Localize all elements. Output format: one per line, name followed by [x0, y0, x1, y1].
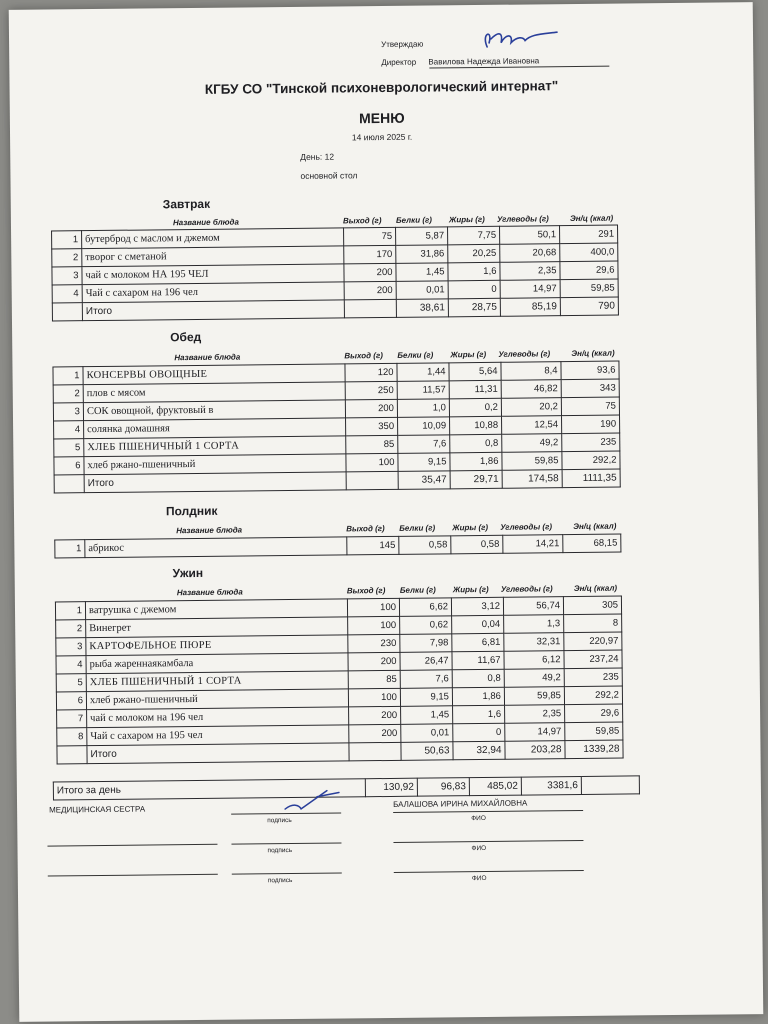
total-label: Итого: [82, 300, 344, 321]
cell-weight: 145: [347, 536, 399, 555]
organization-title: КГБУ СО "Тинской психоневрологический интернат": [204, 78, 559, 97]
cell-name: Чай с сахаром на 195 чел: [87, 725, 349, 746]
col-energy: Эн/ц (ккал): [573, 521, 617, 532]
cell-energy: 59,85: [565, 722, 623, 741]
cell-fat: 0: [453, 723, 505, 742]
cell-energy: 59,85: [560, 279, 618, 298]
cell-n: 8: [57, 728, 87, 746]
total-empty-cell: [346, 471, 398, 490]
nurse-name: БАЛАШОВА ИРИНА МИХАЙЛОВНА: [393, 798, 528, 809]
col-energy: Эн/ц (ккал): [569, 213, 614, 224]
cell-carbs: 56,74: [503, 597, 563, 616]
total-protein: 38,61: [396, 299, 448, 318]
total-carbs: 174,58: [502, 470, 562, 489]
day-total-fat: 96,83: [417, 778, 469, 797]
lunch-table: [52, 361, 620, 494]
cell-protein: 26,47: [400, 652, 452, 671]
cell-carbs: 20,2: [501, 398, 561, 417]
cell-name: Чай с сахаром на 196 чел: [82, 282, 344, 303]
cell-fat: 3,12: [451, 597, 503, 616]
col-fat: Жиры (г): [450, 349, 487, 360]
day-total-carbs: 485,02: [469, 777, 521, 796]
menu-day: День: 12: [300, 151, 335, 162]
cell-weight: 200: [349, 724, 401, 743]
cell-fat: 1,6: [448, 262, 500, 281]
col-fat: Жиры (г): [452, 584, 489, 595]
cell-n: 2: [56, 620, 86, 638]
dinner-table: [55, 596, 624, 765]
cell-name: чай с молоком НА 195 ЧЕЛ: [82, 264, 344, 285]
cell-weight: 350: [346, 417, 398, 436]
col-protein: Белки (г): [399, 585, 436, 595]
cell-n: 2: [53, 385, 83, 403]
sign-line-3: [232, 872, 342, 874]
total-fat: 29,71: [450, 470, 502, 489]
cell-carbs: 59,85: [504, 687, 564, 706]
cell-protein: 10,09: [398, 417, 450, 436]
cell-energy: 292,2: [564, 686, 622, 705]
total-empty-cell: [349, 742, 401, 761]
cell-n: 6: [56, 692, 86, 710]
cell-weight: 200: [345, 399, 397, 418]
cell-protein: 31,86: [396, 245, 448, 264]
cell-carbs: 59,85: [502, 452, 562, 471]
cell-carbs: 2,35: [500, 262, 560, 281]
total-energy: 1111,35: [562, 469, 620, 488]
cell-protein: 0,01: [401, 724, 453, 743]
cell-energy: 75: [561, 397, 619, 416]
role-line-3: [48, 874, 218, 877]
col-fat: Жиры (г): [448, 214, 485, 225]
cell-carbs: 8,4: [501, 362, 561, 381]
cell-protein: 0,58: [399, 536, 451, 555]
cell-weight: 250: [345, 381, 397, 400]
cell-fat: 10,88: [450, 416, 502, 435]
cell-protein: 11,57: [397, 381, 449, 400]
cell-carbs: 12,54: [502, 416, 562, 435]
cell-fat: 0,58: [451, 535, 503, 554]
cell-carbs: 14,21: [503, 535, 563, 554]
cell-fat: 0,2: [449, 398, 501, 417]
cell-n: 5: [56, 674, 86, 692]
cell-name: творог с сметаной: [82, 246, 344, 267]
director-signature: [459, 22, 569, 57]
diet-type: основной стол: [300, 170, 358, 181]
cell-fat: 1,86: [452, 687, 504, 706]
day-total-protein: 130,92: [365, 778, 417, 797]
col-protein: Белки (г): [397, 350, 434, 360]
cell-weight: 120: [345, 363, 397, 382]
cell-energy: 291: [560, 225, 618, 244]
cell-name: Винегрет: [86, 617, 348, 638]
cell-energy: 190: [562, 415, 620, 434]
cell-protein: 7,6: [400, 670, 452, 689]
cell-name: ХЛЕБ ПШЕНИЧНЫЙ 1 СОРТА: [84, 436, 346, 457]
cell-energy: 93,6: [561, 361, 619, 380]
nurse-role: МЕДИЦИНСКАЯ СЕСТРА: [49, 804, 146, 815]
cell-n: 7: [57, 710, 87, 728]
lunch-title: Обед: [170, 329, 202, 345]
col-fat: Жиры (г): [452, 522, 489, 533]
cell-weight: 200: [344, 263, 396, 282]
cell-energy: 305: [563, 596, 621, 615]
total-fat: 28,75: [448, 298, 500, 317]
total-empty-cell: [57, 746, 87, 764]
cell-fat: 0,8: [450, 434, 502, 453]
cell-carbs: 32,31: [504, 633, 564, 652]
cell-protein: 9,15: [400, 688, 452, 707]
cell-carbs: 14,97: [500, 280, 560, 299]
col-weight: Выход (г): [346, 524, 385, 534]
total-carbs: 85,19: [500, 298, 560, 317]
cell-carbs: 14,97: [505, 723, 565, 742]
cell-energy: 29,6: [560, 261, 618, 280]
cell-n: 6: [54, 457, 84, 475]
fio-line-3: [394, 870, 584, 873]
day-total-empty: [581, 776, 639, 795]
dinner-title: Ужин: [172, 565, 204, 581]
snack-title: Полдник: [165, 503, 218, 519]
breakfast-title: Завтрак: [162, 196, 211, 212]
cell-n: 4: [56, 656, 86, 674]
sign-caption-3: подпись: [267, 877, 293, 885]
total-carbs: 203,28: [505, 741, 565, 760]
fio-line-2: [393, 840, 583, 843]
role-line-2: [47, 844, 217, 847]
cell-name: КОНСЕРВЫ ОВОЩНЫЕ: [83, 364, 345, 385]
cell-carbs: 20,68: [500, 244, 560, 263]
cell-name: абрикос: [85, 537, 347, 558]
cell-protein: 6,62: [399, 598, 451, 617]
col-name: Название блюда: [176, 525, 243, 536]
col-carbs: Углеводы (г): [500, 522, 553, 532]
cell-name: чай с молоком на 196 чел: [87, 707, 349, 728]
cell-fat: 1,6: [453, 705, 505, 724]
cell-fat: 0: [448, 280, 500, 299]
cell-weight: 200: [348, 652, 400, 671]
cell-n: 1: [52, 231, 82, 249]
cell-fat: 7,75: [448, 226, 500, 245]
cell-name: КАРТОФЕЛЬНОЕ ПЮРЕ: [86, 635, 348, 656]
cell-protein: 5,87: [396, 227, 448, 246]
cell-carbs: 1,3: [504, 615, 564, 634]
cell-fat: 1,86: [450, 452, 502, 471]
cell-carbs: 49,2: [502, 434, 562, 453]
page-title: МЕНЮ: [359, 109, 405, 127]
total-fat: 32,94: [453, 741, 505, 760]
cell-name: хлеб ржано-пшеничный: [86, 689, 348, 710]
day-total-energy: 3381,6: [521, 776, 581, 795]
cell-energy: 8: [564, 614, 622, 633]
fio-line-1: [393, 810, 583, 813]
cell-fat: 20,25: [448, 244, 500, 263]
director-role: Директор: [381, 57, 417, 68]
snack-table: [54, 534, 621, 559]
cell-energy: 343: [561, 379, 619, 398]
total-label: Итого: [87, 743, 349, 764]
sign-caption-1: подпись: [267, 817, 292, 825]
total-label: Итого: [84, 472, 346, 493]
cell-n: 2: [52, 249, 82, 267]
cell-protein: 1,45: [401, 706, 453, 725]
fio-caption-2: ФИО: [471, 844, 487, 853]
cell-name: рыба жареннаякамбала: [86, 653, 348, 674]
cell-energy: 29,6: [565, 704, 623, 723]
sign-caption-2: подпись: [267, 847, 293, 855]
total-empty-cell: [52, 303, 82, 321]
cell-fat: 6,81: [452, 633, 504, 652]
cell-energy: 235: [562, 433, 620, 452]
cell-n: 1: [55, 540, 85, 558]
menu-date: 14 июля 2025 г.: [351, 131, 413, 143]
cell-energy: 220,97: [564, 632, 622, 651]
cell-protein: 0,01: [396, 281, 448, 300]
cell-energy: 292,2: [562, 451, 620, 470]
menu-document: [9, 2, 764, 1022]
col-carbs: Углеводы (г): [496, 214, 549, 224]
cell-weight: 100: [346, 453, 398, 472]
breakfast-table: [51, 225, 619, 322]
col-carbs: Углеводы (г): [500, 584, 553, 594]
cell-name: ХЛЕБ ПШЕНИЧНЫЙ 1 СОРТА: [86, 671, 348, 692]
cell-weight: 170: [344, 245, 396, 264]
col-name: Название блюда: [176, 587, 243, 598]
cell-n: 1: [53, 367, 83, 385]
cell-n: 4: [52, 285, 82, 303]
cell-n: 3: [52, 267, 82, 285]
col-weight: Выход (г): [344, 351, 383, 361]
cell-weight: 230: [348, 634, 400, 653]
cell-n: 3: [53, 403, 83, 421]
col-energy: Эн/ц (ккал): [571, 348, 615, 359]
cell-carbs: 49,2: [504, 669, 564, 688]
cell-protein: 9,15: [398, 453, 450, 472]
cell-name: плов с мясом: [83, 382, 345, 403]
cell-name: бутерброд с маслом и джемом: [82, 228, 344, 249]
cell-carbs: 46,82: [501, 380, 561, 399]
col-energy: Эн/ц (ккал): [573, 583, 618, 594]
cell-n: 3: [56, 638, 86, 656]
nurse-signature: [279, 784, 349, 815]
cell-energy: 68,15: [563, 534, 621, 553]
cell-energy: 237,24: [564, 650, 622, 669]
table-row: [55, 534, 621, 558]
cell-fat: 5,64: [449, 362, 501, 381]
cell-fat: 0,04: [452, 615, 504, 634]
cell-energy: 400,0: [560, 243, 618, 262]
approval-label: Утверждаю: [381, 39, 424, 50]
cell-fat: 0,8: [452, 669, 504, 688]
col-name: Название блюда: [172, 217, 239, 228]
cell-protein: 1,44: [397, 363, 449, 382]
sign-line-2: [231, 842, 341, 844]
col-weight: Выход (г): [346, 586, 386, 596]
cell-name: солянка домашняя: [84, 418, 346, 439]
cell-fat: 11,31: [449, 380, 501, 399]
cell-protein: 7,6: [398, 435, 450, 454]
cell-weight: 85: [348, 670, 400, 689]
col-name: Название блюда: [174, 352, 241, 363]
total-empty-cell: [54, 475, 84, 493]
cell-carbs: 2,35: [505, 705, 565, 724]
total-energy: 790: [560, 297, 618, 316]
cell-weight: 85: [346, 435, 398, 454]
cell-weight: 100: [347, 598, 399, 617]
col-carbs: Углеводы (г): [498, 349, 551, 359]
fio-caption-3: ФИО: [471, 874, 487, 883]
cell-weight: 75: [344, 227, 396, 246]
cell-n: 4: [54, 421, 84, 439]
cell-name: СОК овощной, фруктовый в: [83, 400, 345, 421]
col-weight: Выход (г): [342, 216, 382, 226]
cell-weight: 100: [348, 616, 400, 635]
cell-name: хлеб ржано-пшеничный: [84, 454, 346, 475]
cell-energy: 235: [564, 668, 622, 687]
cell-n: 5: [54, 439, 84, 457]
cell-protein: 1,0: [397, 399, 449, 418]
cell-n: 1: [55, 602, 85, 620]
day-total-label: Итого за день: [53, 779, 365, 800]
col-protein: Белки (г): [399, 523, 436, 533]
cell-carbs: 50,1: [500, 226, 560, 245]
cell-name: ватрушка с джемом: [85, 599, 347, 620]
cell-weight: 100: [348, 688, 400, 707]
director-name: Вавилова Надежда Ивановна: [428, 56, 540, 67]
cell-weight: 200: [344, 281, 396, 300]
total-protein: 50,63: [401, 742, 453, 761]
cell-weight: 200: [349, 706, 401, 725]
cell-carbs: 6,12: [504, 651, 564, 670]
total-energy: 1339,28: [565, 740, 623, 759]
total-empty-cell: [344, 299, 396, 318]
cell-protein: 0,62: [400, 616, 452, 635]
cell-protein: 7,98: [400, 634, 452, 653]
fio-caption-1: ФИО: [471, 814, 486, 823]
col-protein: Белки (г): [395, 215, 432, 225]
total-protein: 35,47: [398, 471, 450, 490]
cell-protein: 1,45: [396, 263, 448, 282]
cell-fat: 11,67: [452, 651, 504, 670]
